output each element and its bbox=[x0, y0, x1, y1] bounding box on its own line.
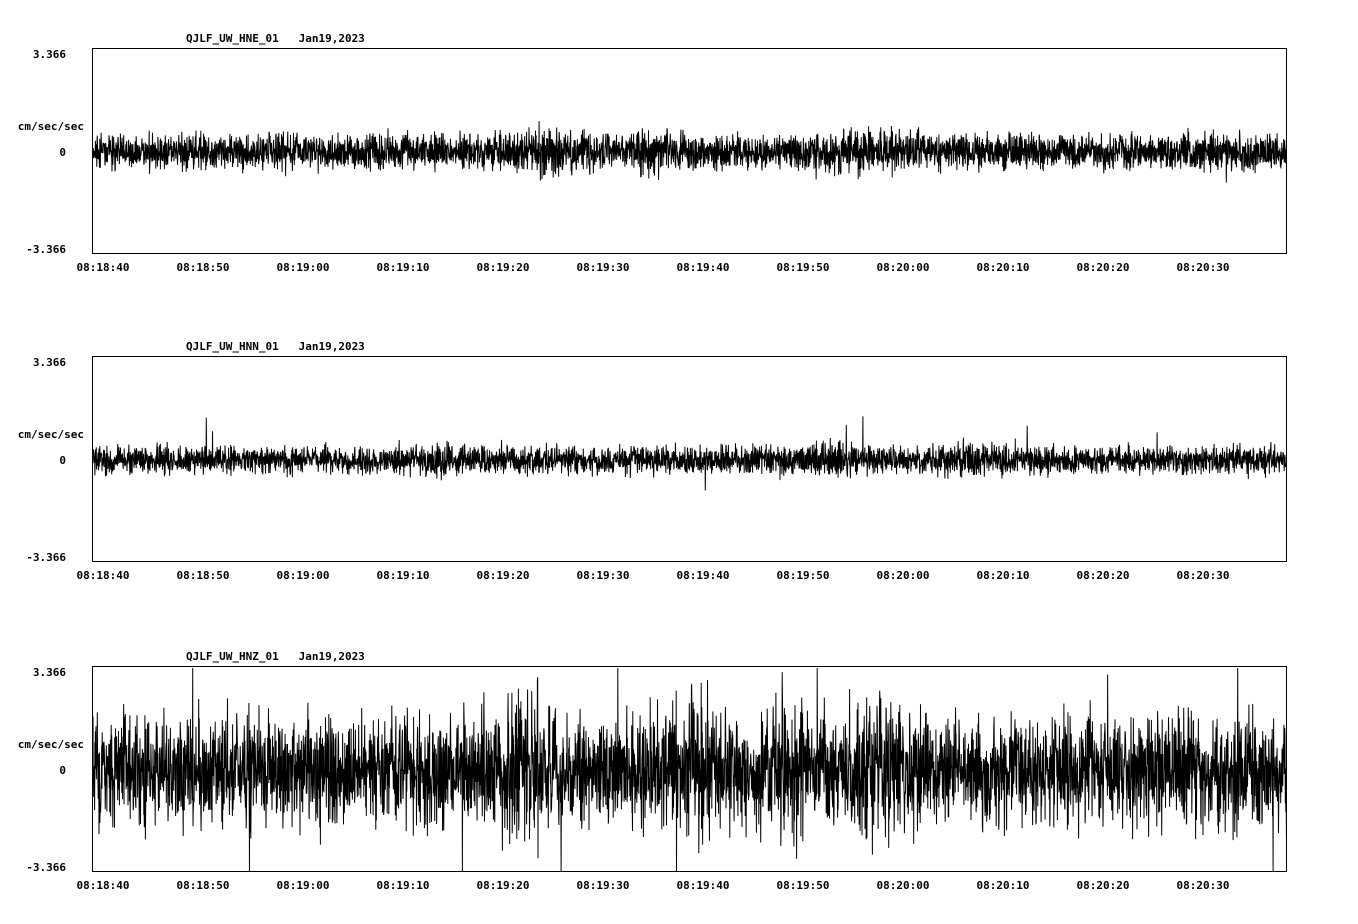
y-tick-top-hnn: 3.366 bbox=[32, 356, 66, 369]
x-tick-hne-5: 08:19:30 bbox=[576, 261, 630, 274]
panel-hnz bbox=[0, 612, 1358, 924]
waveform-hne bbox=[93, 49, 1287, 254]
x-tick-hne-2: 08:19:00 bbox=[276, 261, 330, 274]
x-tick-hne-3: 08:19:10 bbox=[376, 261, 430, 274]
x-tick-hnn-1: 08:18:50 bbox=[176, 569, 230, 582]
waveform-hnn bbox=[93, 357, 1287, 562]
x-tick-hnz-4: 08:19:20 bbox=[476, 879, 530, 892]
y-tick-mid-hnn: 0 bbox=[59, 454, 66, 467]
plot-area-hnn[interactable] bbox=[92, 356, 1287, 562]
waveform-hnz bbox=[93, 667, 1287, 872]
x-tick-hnz-3: 08:19:10 bbox=[376, 879, 430, 892]
x-tick-hnz-9: 08:20:10 bbox=[976, 879, 1030, 892]
x-tick-hnn-11: 08:20:30 bbox=[1176, 569, 1230, 582]
x-tick-hne-8: 08:20:00 bbox=[876, 261, 930, 274]
x-tick-hnn-6: 08:19:40 bbox=[676, 569, 730, 582]
y-tick-bottom-hne: -3.366 bbox=[26, 243, 66, 256]
x-tick-hnz-5: 08:19:30 bbox=[576, 879, 630, 892]
x-tick-hne-9: 08:20:10 bbox=[976, 261, 1030, 274]
panel-title-hnn: QJLF_UW_HNN_01 Jan19,2023 bbox=[186, 340, 365, 353]
x-tick-hnn-9: 08:20:10 bbox=[976, 569, 1030, 582]
x-tick-hne-0: 08:18:40 bbox=[76, 261, 130, 274]
x-tick-hne-10: 08:20:20 bbox=[1076, 261, 1130, 274]
x-tick-hnn-10: 08:20:20 bbox=[1076, 569, 1130, 582]
x-tick-hne-11: 08:20:30 bbox=[1176, 261, 1230, 274]
y-tick-top-hne: 3.366 bbox=[32, 48, 66, 61]
y-tick-bottom-hnz: -3.366 bbox=[26, 861, 66, 874]
x-tick-hnn-5: 08:19:30 bbox=[576, 569, 630, 582]
y-tick-top-hnz: 3.366 bbox=[32, 666, 66, 679]
x-tick-hnz-2: 08:19:00 bbox=[276, 879, 330, 892]
panel-title-hne: QJLF_UW_HNE_01 Jan19,2023 bbox=[186, 32, 365, 45]
x-tick-hnz-0: 08:18:40 bbox=[76, 879, 130, 892]
y-tick-mid-hne: 0 bbox=[59, 146, 66, 159]
x-tick-hnz-6: 08:19:40 bbox=[676, 879, 730, 892]
x-tick-hnn-4: 08:19:20 bbox=[476, 569, 530, 582]
plot-area-hne[interactable] bbox=[92, 48, 1287, 254]
x-tick-hnz-7: 08:19:50 bbox=[776, 879, 830, 892]
x-tick-hnn-7: 08:19:50 bbox=[776, 569, 830, 582]
panel-hnn bbox=[0, 306, 1358, 606]
x-tick-hnn-3: 08:19:10 bbox=[376, 569, 430, 582]
panel-hne bbox=[0, 0, 1358, 300]
y-axis-label-hnz: cm/sec/sec bbox=[17, 738, 84, 751]
x-tick-hne-4: 08:19:20 bbox=[476, 261, 530, 274]
x-tick-hnz-11: 08:20:30 bbox=[1176, 879, 1230, 892]
x-tick-hne-1: 08:18:50 bbox=[176, 261, 230, 274]
y-axis-label-hnn: cm/sec/sec bbox=[17, 428, 84, 441]
x-tick-hnz-8: 08:20:00 bbox=[876, 879, 930, 892]
y-tick-mid-hnz: 0 bbox=[59, 764, 66, 777]
panel-title-hnz: QJLF_UW_HNZ_01 Jan19,2023 bbox=[186, 650, 365, 663]
x-tick-hnn-8: 08:20:00 bbox=[876, 569, 930, 582]
y-axis-label-hne: cm/sec/sec bbox=[17, 120, 84, 133]
x-tick-hnn-2: 08:19:00 bbox=[276, 569, 330, 582]
x-tick-hnz-1: 08:18:50 bbox=[176, 879, 230, 892]
x-tick-hne-7: 08:19:50 bbox=[776, 261, 830, 274]
x-tick-hne-6: 08:19:40 bbox=[676, 261, 730, 274]
x-tick-hnn-0: 08:18:40 bbox=[76, 569, 130, 582]
y-tick-bottom-hnn: -3.366 bbox=[26, 551, 66, 564]
x-tick-hnz-10: 08:20:20 bbox=[1076, 879, 1130, 892]
plot-area-hnz[interactable] bbox=[92, 666, 1287, 872]
